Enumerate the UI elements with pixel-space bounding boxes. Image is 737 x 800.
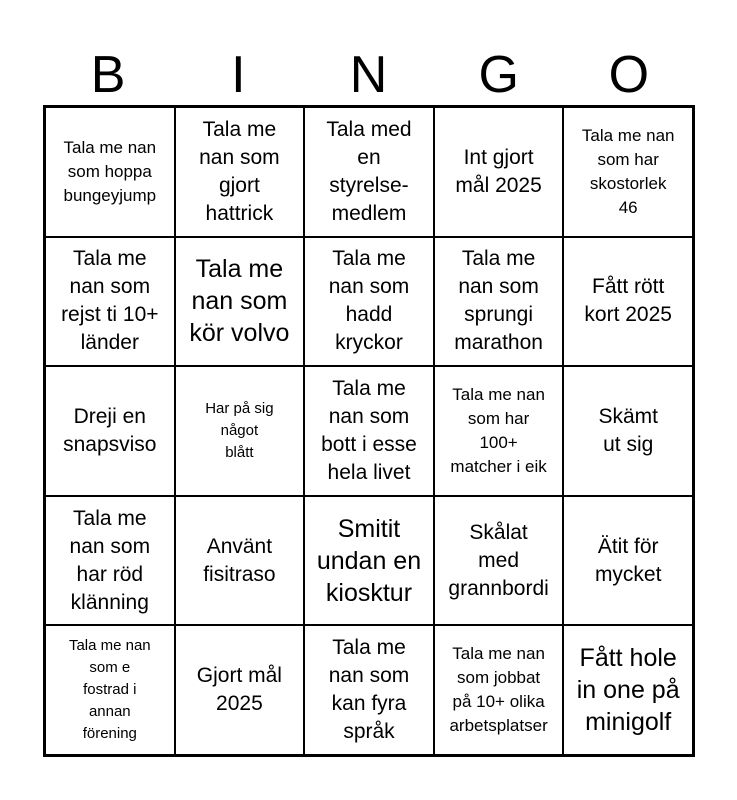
bingo-cell-r5c5 — [563, 625, 693, 755]
bingo-cell-r2c1 — [45, 237, 175, 367]
cell-text: Tala me nan som hadd kryckor — [328, 247, 410, 355]
bingo-cell-r4c4 — [434, 496, 564, 626]
cell-text: Fått hole in one på minigolf — [576, 644, 680, 737]
bingo-cell-r2c4 — [434, 237, 564, 367]
cell-text: Tala me nan som bott i esse hela livet — [321, 376, 417, 484]
cell-text: Tala me nan som jobbat på 10+ olika arbetsplatser — [449, 644, 548, 736]
bingo-cell-r4c2 — [175, 496, 305, 626]
cell-text: Fått rött kort 2025 — [584, 275, 672, 327]
cell-text: Använt fisitraso — [203, 534, 276, 586]
cell-text: Skämt ut sig — [598, 404, 658, 456]
cell-text: Int gjort mål 2025 — [455, 145, 542, 197]
bingo-cell-r4c3 — [304, 496, 434, 626]
bingo-cell-r1c1 — [45, 107, 175, 237]
cell-text: Tala me nan som har röd klänning — [69, 506, 151, 614]
bingo-cell-r4c5 — [563, 496, 693, 626]
cell-text: Ätit för mycket — [594, 534, 662, 586]
header-letter-i: I — [231, 46, 246, 104]
bingo-header — [43, 46, 694, 104]
cell-text: Har på sig något blått — [205, 399, 274, 461]
cell-text: Smitit undan en kiosktur — [316, 514, 422, 607]
bingo-grid — [43, 105, 695, 757]
cell-text: Tala me nan som sprungi marathon — [454, 247, 543, 355]
cell-text: Tala me nan som har 100+ matcher i eik — [450, 384, 547, 476]
cell-text: Skålat med grannbordi — [448, 520, 549, 600]
bingo-cell-r3c5 — [563, 366, 693, 496]
cell-text: Tala me nan som gjort hattrick — [199, 117, 280, 225]
cell-text: Tala me nan som kör volvo — [189, 255, 290, 348]
bingo-cell-r3c4 — [434, 366, 564, 496]
bingo-cell-r4c1 — [45, 496, 175, 626]
bingo-cell-r5c3 — [304, 625, 434, 755]
bingo-cell-r5c4 — [434, 625, 564, 755]
cell-text: Tala me nan som hoppa bungeyjump — [63, 137, 157, 205]
bingo-cell-r2c2 — [175, 237, 305, 367]
bingo-cell-r1c5 — [563, 107, 693, 237]
bingo-cell-r1c2 — [175, 107, 305, 237]
bingo-cell-r1c4 — [434, 107, 564, 237]
cell-text: Tala me nan som rejst ti 10+ länder — [61, 247, 159, 355]
cell-text: Gjort mål 2025 — [196, 664, 282, 716]
bingo-cell-r5c1 — [45, 625, 175, 755]
bingo-cell-r2c5 — [563, 237, 693, 367]
bingo-cell-r3c1 — [45, 366, 175, 496]
bingo-cell-r3c2 — [175, 366, 305, 496]
cell-text: Tala me nan som kan fyra språk — [328, 636, 410, 744]
header-letter-b: B — [90, 46, 126, 104]
bingo-cell-r3c3 — [304, 366, 434, 496]
bingo-cell-r2c3 — [304, 237, 434, 367]
cell-text: Tala me nan som har skostorlek 46 — [581, 125, 675, 217]
bingo-cell-r5c2 — [175, 625, 305, 755]
bingo-cell-r1c3 — [304, 107, 434, 237]
cell-text: Tala me nan som e fostrad i annan förening — [68, 637, 151, 743]
header-letter-g: G — [478, 46, 519, 104]
cell-text: Tala med en styrelse- medlem — [326, 117, 412, 225]
header-letter-n: N — [349, 46, 388, 104]
cell-text: Dreji en snapsviso — [63, 404, 157, 456]
header-letter-o: O — [608, 46, 650, 104]
